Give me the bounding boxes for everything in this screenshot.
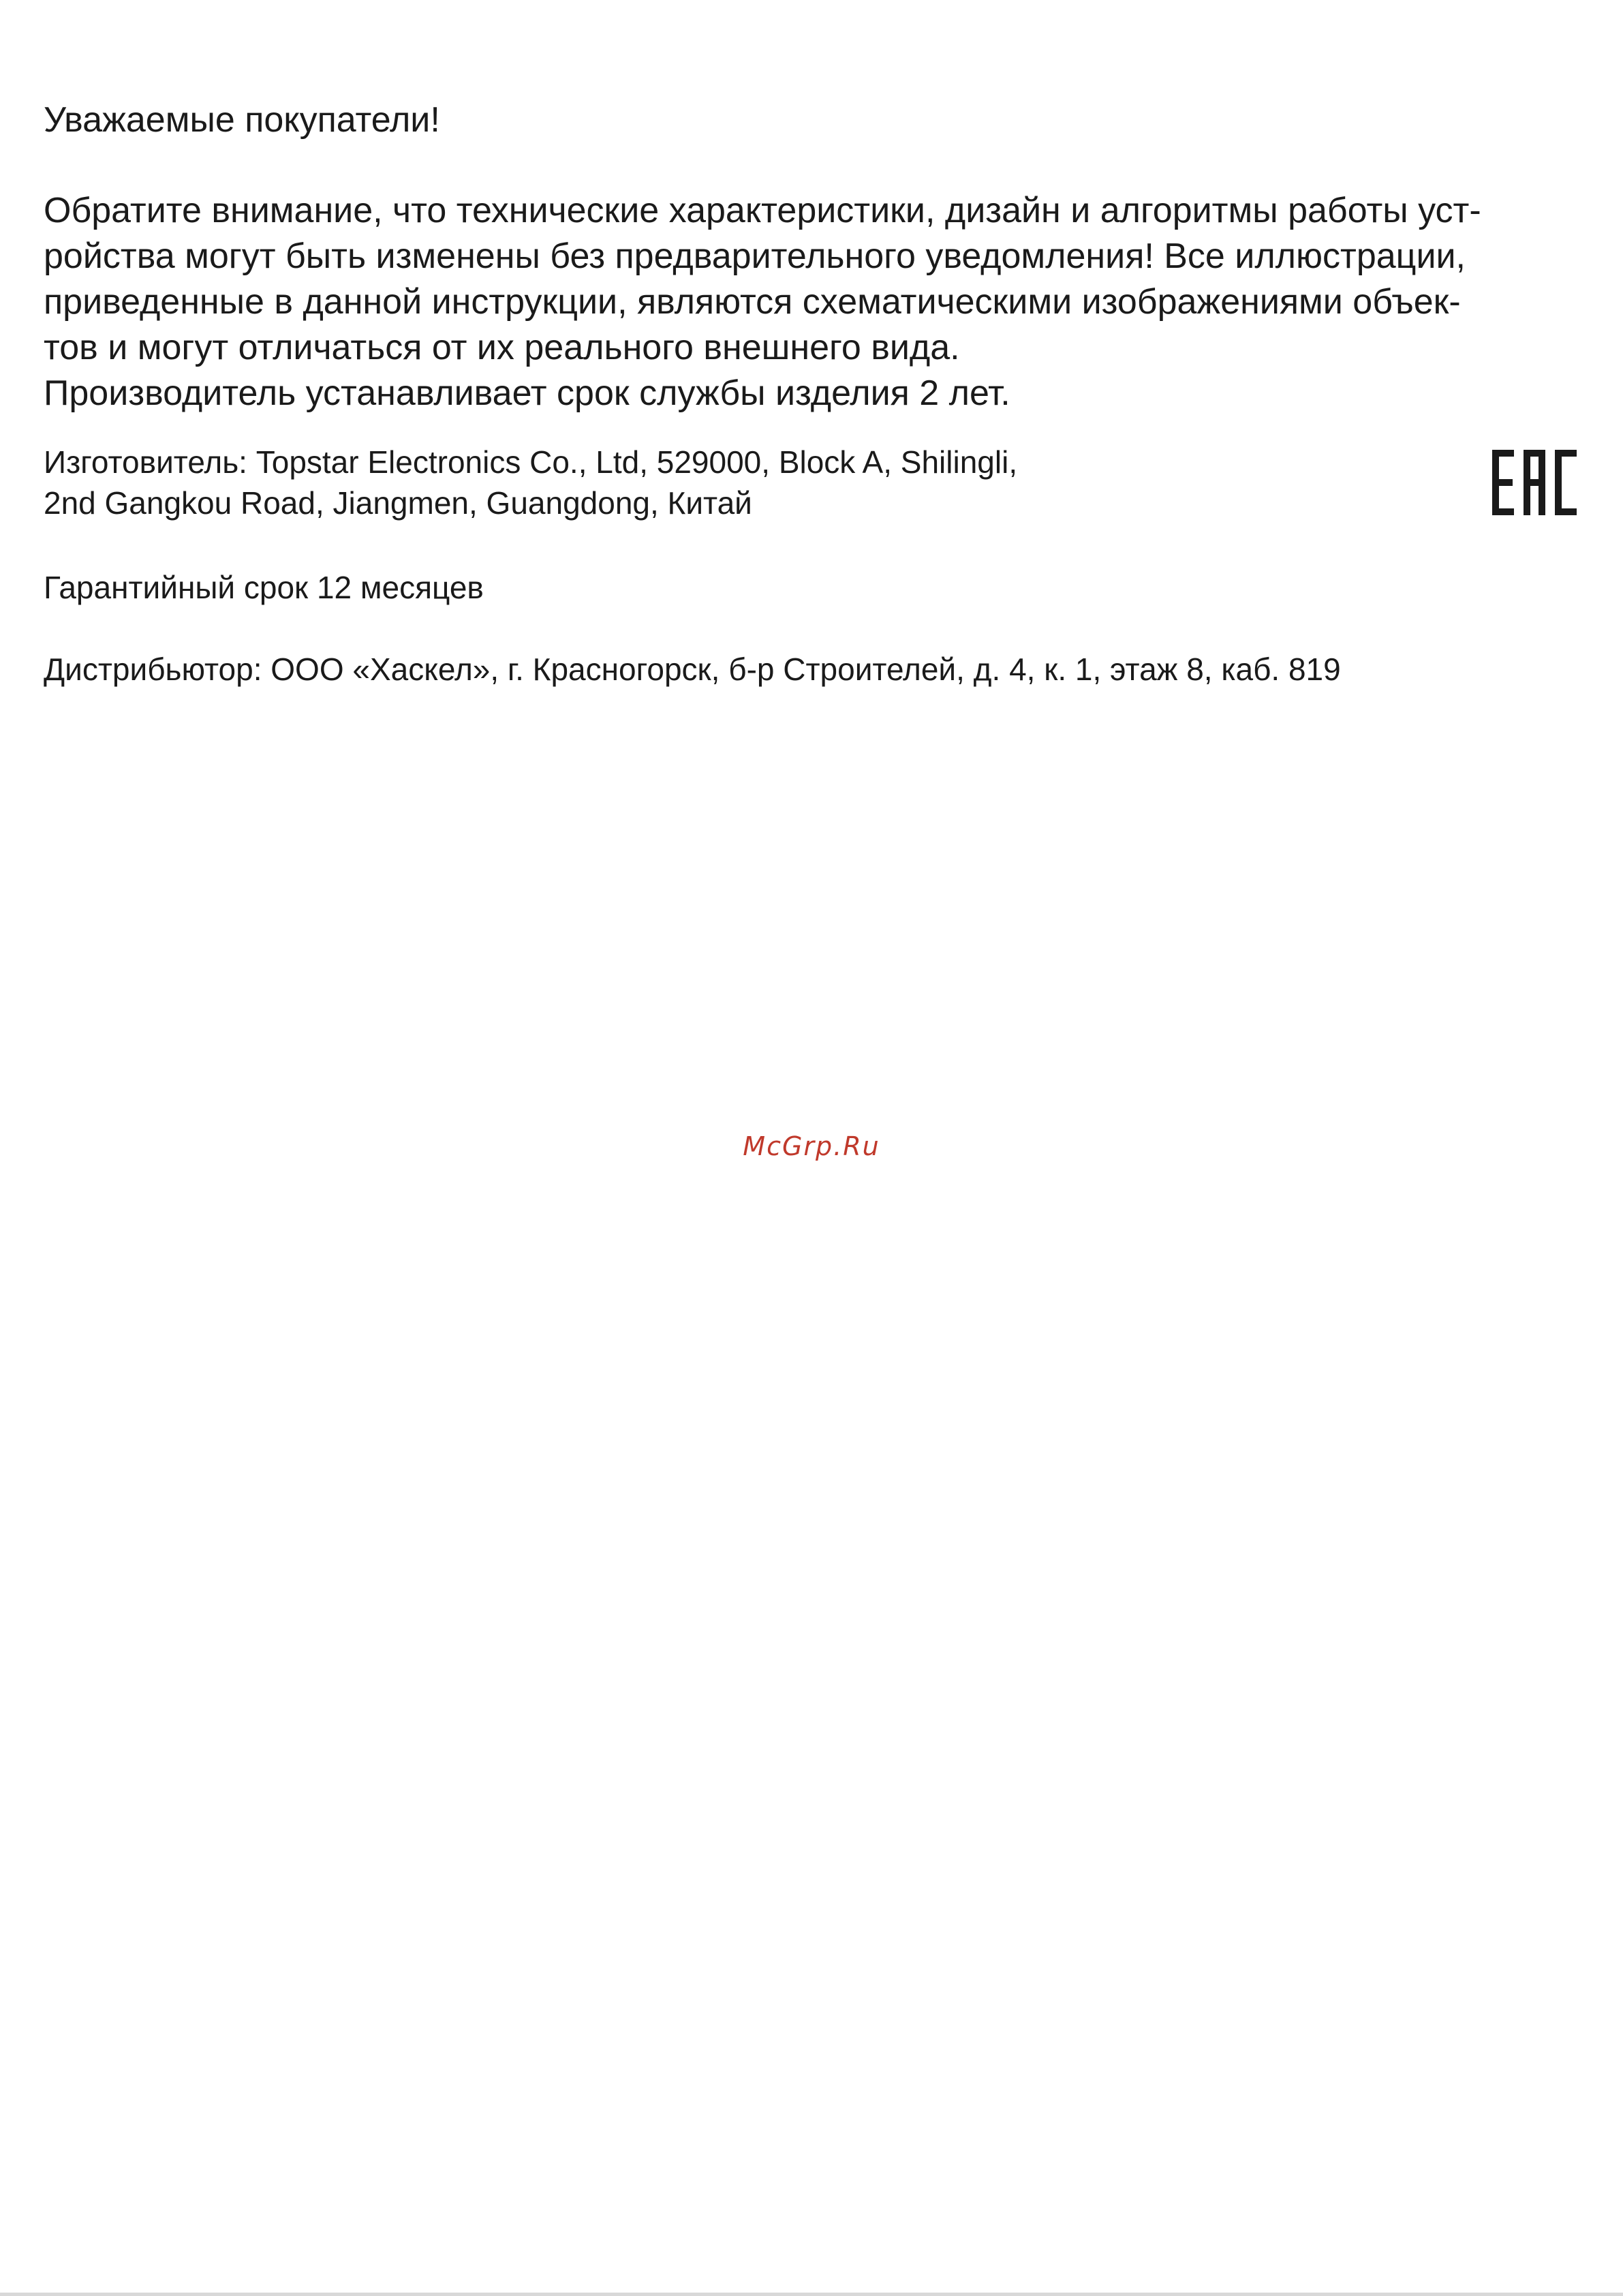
notice-line: Обратите внимание, что технические характеристики, дизайн и алгоритмы работы уст- [44, 191, 1481, 230]
manufacturer-line: 2nd Gangkou Road, Jiangmen, Guangdong, Китай [44, 485, 752, 521]
notice-line: тов и могут отличаться от их реального внешнего вида. [44, 328, 960, 367]
notice-line: приведенные в данной инструкции, являются схематическими изображениями объек- [44, 282, 1461, 322]
manufacturer-info [44, 442, 1017, 523]
watermark-text: McGrp.Ru [743, 1131, 880, 1161]
distributor-info: Дистрибьютор: ООО «Хаскел», г. Красногорск, б-р Строителей, д. 4, к. 1, этаж 8, каб. 819 [44, 652, 1341, 687]
notice-paragraph [44, 188, 1588, 416]
warranty-period: Гарантийный срок 12 месяцев [44, 570, 484, 605]
eac-mark-icon [1492, 450, 1577, 515]
page-bottom-divider [0, 2293, 1623, 2296]
manufacturer-line: Изготовитель: Topstar Electronics Co., Ltd, 529000, Block A, Shilingli, [44, 444, 1018, 480]
greeting-heading: Уважаемые покупатели! [44, 100, 440, 140]
notice-line: ройства могут быть изменены без предварительного уведомления! Все иллюстрации, [44, 236, 1466, 276]
service-life-line: Производитель устанавливает срок службы изделия 2 лет. [44, 373, 1010, 413]
